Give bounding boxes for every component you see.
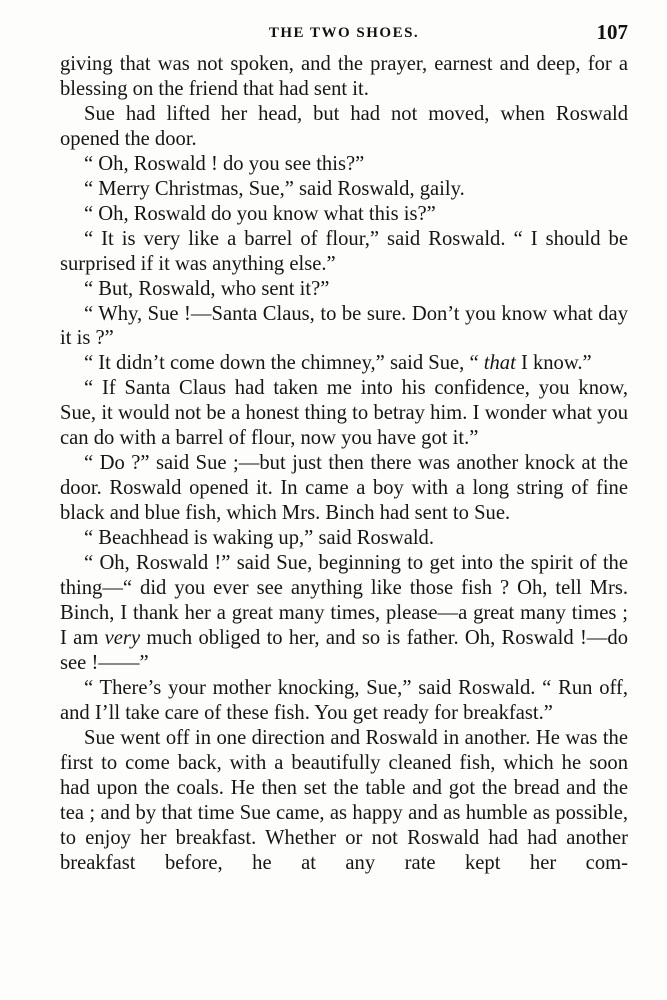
paragraph: “ Why, Sue !—Santa Claus, to be sure. Don’t you know what day it is ?” xyxy=(60,302,628,350)
paragraph: “ Oh, Roswald ! do you see this?” xyxy=(84,152,365,175)
italic-emphasis: very xyxy=(104,626,141,649)
paragraph: “ Oh, Roswald do you know what this is?” xyxy=(84,202,436,225)
italic-emphasis: that xyxy=(483,352,516,375)
body-text xyxy=(60,52,628,875)
paragraph-text: “ Oh, Roswald !” said Sue, beginning to get into the spirit of the thing—“ did you ever see anything like those fish ? Oh, tell Mrs. Binch, I thank her a great many times, please—a great many times ; I am xyxy=(60,552,628,649)
paragraph: “ There’s your mother knocking, Sue,” said Roswald. “ Run off, and I’ll take care of these fish. You get ready for breakfast.” xyxy=(60,676,628,724)
paragraph xyxy=(60,551,628,676)
paragraph: “ If Santa Claus had taken me into his confidence, you know, Sue, it would not be a honest thing to betray him. I wonder what you can do with a barrel of flour, now you have got it.” xyxy=(60,377,628,450)
paragraph: “ Do ?” said Sue ;—but just then there was another knock at the door. Roswald opened it. In came a boy with a long string of fine black and blue fish, which Mrs. Binch had sent to Sue. xyxy=(60,452,628,525)
running-title: THE TWO SHOES. xyxy=(268,25,420,41)
paragraph-text: “ It didn’t come down the chimney,” said Sue, “ xyxy=(84,352,484,375)
paragraph: “ But, Roswald, who sent it?” xyxy=(84,277,330,300)
paragraph: Sue had lifted her head, but had not moved, when Roswald opened the door. xyxy=(60,102,628,150)
paragraph: “ It is very like a barrel of flour,” said Roswald. “ I should be surprised if it was anything else.” xyxy=(60,227,628,275)
paragraph: Sue went off in one direction and Roswald in another. He was the first to come back, with a beautifully cleaned fish, which he soon had upon the coals. He then set the table and got the bread and the tea ; and by that time Sue came, as happy and as humble as possible, to enjoy her breakfast. Whether or not Roswald had had another breakfast before, he at any rate kept her com- xyxy=(60,726,628,874)
paragraph: “ Merry Christmas, Sue,” said Roswald, gaily. xyxy=(84,177,465,200)
paragraph-text: much obliged to her, and so is father. Oh, Roswald !—do see !——” xyxy=(60,626,628,674)
page-number: 107 xyxy=(596,20,628,44)
paragraph: “ Beachhead is waking up,” said Roswald. xyxy=(84,527,435,550)
paragraph-text: I know.” xyxy=(515,352,592,375)
page-header xyxy=(60,20,628,46)
paragraph xyxy=(60,351,628,376)
paragraph: giving that was not spoken, and the prayer, earnest and deep, for a blessing on the friend that had sent it. xyxy=(60,53,628,100)
